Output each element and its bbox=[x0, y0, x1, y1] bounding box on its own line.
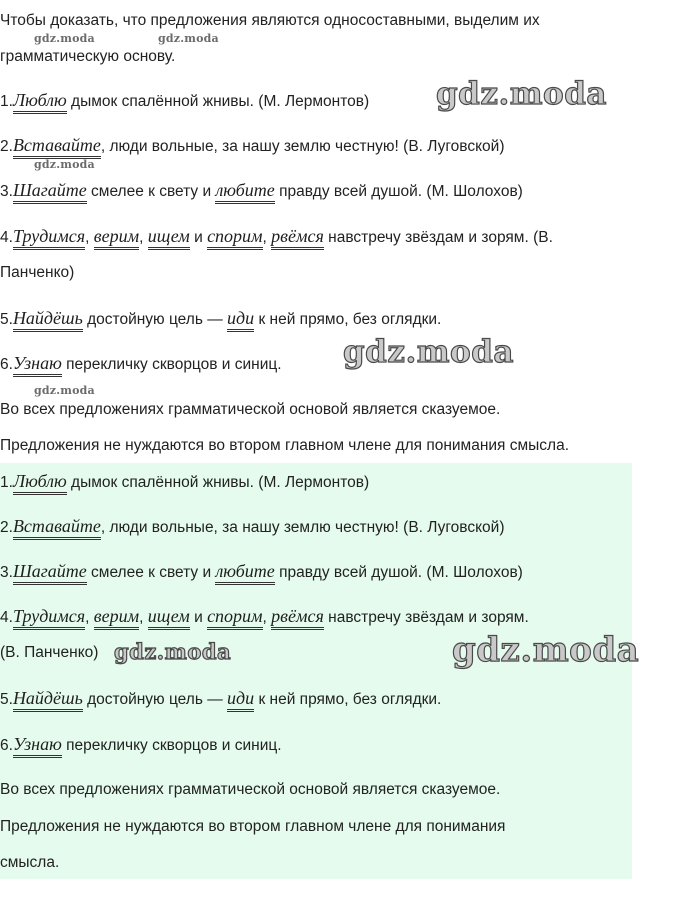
sentence bbox=[0, 227, 553, 247]
watermark: gdz.moda bbox=[343, 334, 514, 370]
predicate: Вставайте bbox=[13, 135, 101, 159]
sentence-number: 1. bbox=[0, 93, 13, 110]
sentence-number: 3. bbox=[0, 564, 13, 581]
sentence-text: перекличку скворцов и синиц. bbox=[61, 356, 282, 373]
sentence bbox=[0, 735, 282, 755]
sentence-text: , люди вольные, за нашу землю честную! (В. Луговской) bbox=[100, 519, 505, 536]
sentence-number: 6. bbox=[0, 356, 13, 373]
sentence-text: , bbox=[139, 609, 148, 626]
predicate: Люблю bbox=[13, 471, 67, 495]
sentence-text: дымок спалённой жнивы. (М. Лермонтов) bbox=[66, 93, 370, 110]
sentence-text: , bbox=[85, 609, 94, 626]
intro-line-1: Чтобы доказать, что предложения являются односоставными, выделим их bbox=[0, 12, 540, 29]
watermark: gdz.moda bbox=[34, 32, 95, 45]
sentence-number: 2. bbox=[0, 138, 13, 155]
sentence-text: навстречу звёздам и зорям. bbox=[323, 609, 529, 626]
sentence bbox=[0, 562, 523, 582]
sentence bbox=[0, 607, 529, 627]
sentence bbox=[0, 181, 523, 201]
sentence-continuation: Панченко) bbox=[0, 264, 75, 281]
sentence-text: навстречу звёздам и зорям. (В. bbox=[323, 229, 553, 246]
sentence-text: и bbox=[189, 609, 208, 626]
predicate: Узнаю bbox=[13, 353, 62, 377]
sentence bbox=[0, 689, 441, 709]
conclusion-2: Предложения не нуждаются во втором главном члене для понимания bbox=[0, 818, 506, 835]
conclusion-1: Во всех предложениях грамматической основой является сказуемое. bbox=[0, 781, 501, 798]
sentence-number: 4. bbox=[0, 229, 13, 246]
predicate: любите bbox=[215, 561, 274, 585]
predicate: рвёмся bbox=[271, 606, 324, 630]
sentence-text: к ней прямо, без оглядки. bbox=[254, 691, 442, 708]
predicate: Трудимся bbox=[13, 226, 85, 250]
predicate: спорим bbox=[207, 226, 262, 250]
predicate: рвёмся bbox=[271, 226, 324, 250]
predicate: Шагайте bbox=[13, 561, 87, 585]
sentence-text: дымок спалённой жнивы. (М. Лермонтов) bbox=[66, 474, 370, 491]
sentence-text: , bbox=[139, 229, 148, 246]
sentence-text: , bbox=[262, 229, 272, 246]
predicate: Шагайте bbox=[13, 180, 87, 204]
predicate: Люблю bbox=[13, 90, 67, 114]
watermark: gdz.moda bbox=[34, 384, 95, 397]
predicate: ищем bbox=[148, 606, 190, 630]
sentence-text: и bbox=[189, 229, 208, 246]
predicate: Трудимся bbox=[13, 606, 85, 630]
sentence-text: достойную цель — bbox=[82, 311, 228, 328]
predicate: Найдёшь bbox=[13, 688, 83, 712]
predicate: Вставайте bbox=[13, 516, 101, 540]
sentence-number: 5. bbox=[0, 691, 13, 708]
predicate: верим bbox=[94, 606, 139, 630]
sentence bbox=[0, 309, 441, 329]
sentence-number: 5. bbox=[0, 311, 13, 328]
sentence-text: смелее к свету и bbox=[86, 564, 216, 581]
sentence-text: правду всей душой. (М. Шолохов) bbox=[274, 183, 523, 200]
watermark: gdz.moda bbox=[452, 630, 640, 670]
predicate: Узнаю bbox=[13, 734, 62, 758]
sentence bbox=[0, 354, 282, 374]
sentence-text: к ней прямо, без оглядки. bbox=[254, 311, 442, 328]
sentence-text: достойную цель — bbox=[82, 691, 228, 708]
intro-line-2: грамматическую основу. bbox=[0, 48, 176, 65]
sentence-number: 1. bbox=[0, 474, 13, 491]
sentence-continuation: (В. Панченко) bbox=[0, 644, 99, 661]
sentence bbox=[0, 472, 369, 492]
sentence-number: 2. bbox=[0, 519, 13, 536]
watermark: gdz.moda bbox=[436, 76, 607, 112]
predicate: любите bbox=[215, 180, 274, 204]
sentence bbox=[0, 517, 505, 537]
watermark: gdz.moda bbox=[114, 639, 232, 664]
sentence-text: смелее к свету и bbox=[86, 183, 216, 200]
sentence-text: , люди вольные, за нашу землю честную! (В. Луговской) bbox=[100, 138, 505, 155]
conclusion-1: Во всех предложениях грамматической основой является сказуемое. bbox=[0, 401, 501, 418]
watermark: gdz.moda bbox=[158, 32, 219, 45]
predicate: Найдёшь bbox=[13, 308, 83, 332]
predicate: верим bbox=[94, 226, 139, 250]
conclusion-2: Предложения не нуждаются во втором главном члене для понимания смысла. bbox=[0, 437, 570, 454]
sentence bbox=[0, 91, 369, 111]
sentence-text: , bbox=[85, 229, 94, 246]
sentence-text: правду всей душой. (М. Шолохов) bbox=[274, 564, 523, 581]
predicate: иди bbox=[227, 308, 254, 332]
sentence-number: 6. bbox=[0, 737, 13, 754]
predicate: спорим bbox=[207, 606, 262, 630]
watermark: gdz.moda bbox=[34, 158, 95, 171]
sentence-text: перекличку скворцов и синиц. bbox=[61, 737, 282, 754]
conclusion-2-end: смысла. bbox=[0, 854, 60, 871]
sentence-number: 4. bbox=[0, 609, 13, 626]
sentence-text: , bbox=[262, 609, 272, 626]
sentence bbox=[0, 136, 505, 156]
predicate: иди bbox=[227, 688, 254, 712]
predicate: ищем bbox=[148, 226, 190, 250]
sentence-number: 3. bbox=[0, 183, 13, 200]
